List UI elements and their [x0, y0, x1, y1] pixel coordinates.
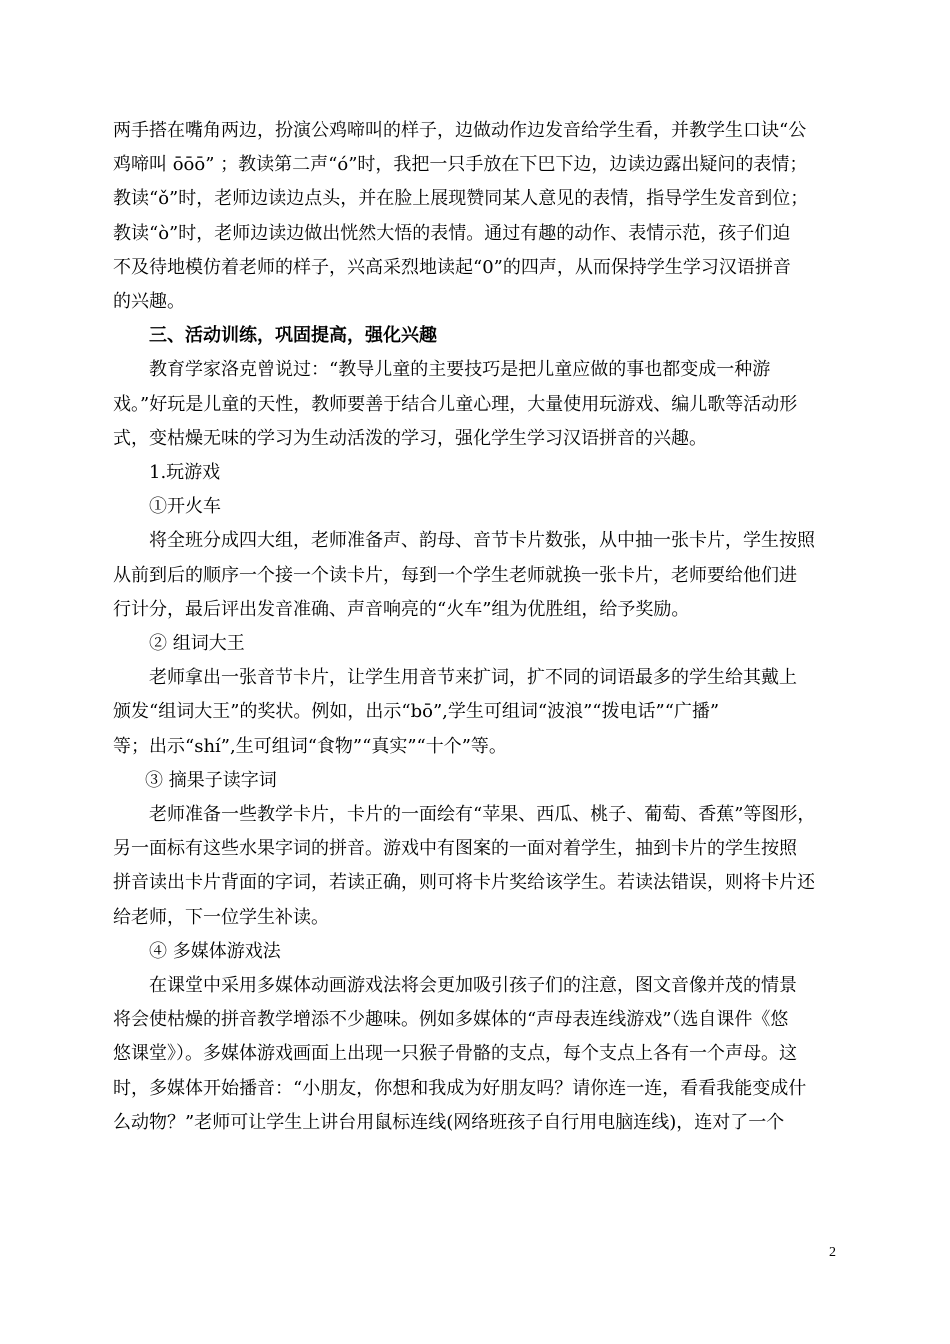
text-line: 老师拿出一张音节卡片，让学生用音节来扩词，扩不同的词语最多的学生给其戴上: [149, 667, 797, 689]
text-line: 式，变枯燥无味的学习为生动活泼的学习，强化学生学习汉语拼音的兴趣。: [113, 427, 707, 449]
section-heading: 三、活动训练，巩固提高，强化兴趣: [149, 325, 437, 347]
text-line: 拼音读出卡片背面的字词，若读正确，则可将卡片奖给该学生。若读法错误，则将卡片还: [113, 872, 815, 894]
body-text: [113, 114, 850, 1140]
text-line: 两手搭在嘴角两边，扮演公鸡啼叫的样子，边做动作边发音给学生看，并教学生口诀“公: [113, 120, 807, 141]
text-line: 的兴趣。: [113, 291, 185, 313]
subheading: ② 组词大王: [149, 633, 245, 655]
text-line: 从前到后的顺序一个接一个读卡片，每到一个学生老师就换一张卡片，老师要给他们进: [113, 564, 797, 586]
text-line: 老师准备一些教学卡片，卡片的一面绘有“苹果、西瓜、桃子、葡萄、香蕉”等图形，: [149, 804, 816, 826]
text-line: 么动物？”老师可让学生上讲台用鼠标连线(网络班孩子自行用电脑连线)，连对了一个: [113, 1111, 785, 1133]
text-line: 将全班分成四大组，老师准备声、韵母、音节卡片数张，从中抽一张卡片，学生按照: [149, 530, 815, 552]
text-line: 时，多媒体开始播音：“小朋友，你想和我成为好朋友吗？请你连一连，看看我能变成什: [113, 1077, 807, 1099]
text-line: 颁发“组词大王”的奖状。例如，出示“bō”,学生可组词“波浪”“拨电话”“广播”: [113, 701, 720, 723]
text-line: 戏。”好玩是儿童的天性，教师要善于结合儿童心理，大量使用玩游戏、编儿歌等活动形: [113, 393, 798, 415]
text-line: 将会使枯燥的拼音教学增添不少趣味。例如多媒体的“声母表连线游戏”（选自课件《悠: [113, 1009, 789, 1031]
text-line: 等；出示“shí”,生可组词“食物”“真实”“十个”等。: [113, 735, 507, 757]
text-line: 另一面标有这些水果字词的拼音。游戏中有图案的一面对着学生，抽到卡片的学生按照: [113, 838, 797, 860]
text-line: 行计分，最后评出发音准确、声音响亮的“火车”组为优胜组，给予奖励。: [113, 598, 690, 620]
text-line: 悠课堂》）。多媒体游戏画面上出现一只猴子骨骼的支点，每个支点上各有一个声母。这: [113, 1043, 797, 1065]
subheading: 1.玩游戏: [149, 462, 221, 484]
subheading: ①开火车: [149, 496, 221, 518]
page-number: 2: [829, 1245, 836, 1260]
text-line: 教育学家洛克曾说过：“教导儿童的主要技巧是把儿童应做的事也都变成一种游: [149, 359, 771, 381]
text-line: 在课堂中采用多媒体动画游戏法将会更加吸引孩子们的注意，图文音像并茂的情景: [149, 975, 797, 997]
subheading: ④ 多媒体游戏法: [149, 940, 281, 962]
text-line: 教读“ò”时，老师边读边做出恍然大悟的表情。通过有趣的动作、表情示范，孩子们迫: [113, 222, 791, 244]
text-line: 教读“ǒ”时，老师边读边点头，并在脸上展现赞同某人意见的表情，指导学生发音到位；: [113, 188, 809, 210]
text-line: 不及待地模仿着老师的样子，兴高采烈地读起“0”的四声，从而保持学生学习汉语拼音: [113, 256, 791, 278]
text-line: 给老师，下一位学生补读。: [113, 906, 329, 928]
text-line: 鸡啼叫 ōōō” ；教读第二声“ó”时，我把一只手放在下巴下边，边读边露出疑问的表情；: [113, 154, 808, 176]
subheading: ③ 摘果子读字词: [145, 769, 277, 791]
